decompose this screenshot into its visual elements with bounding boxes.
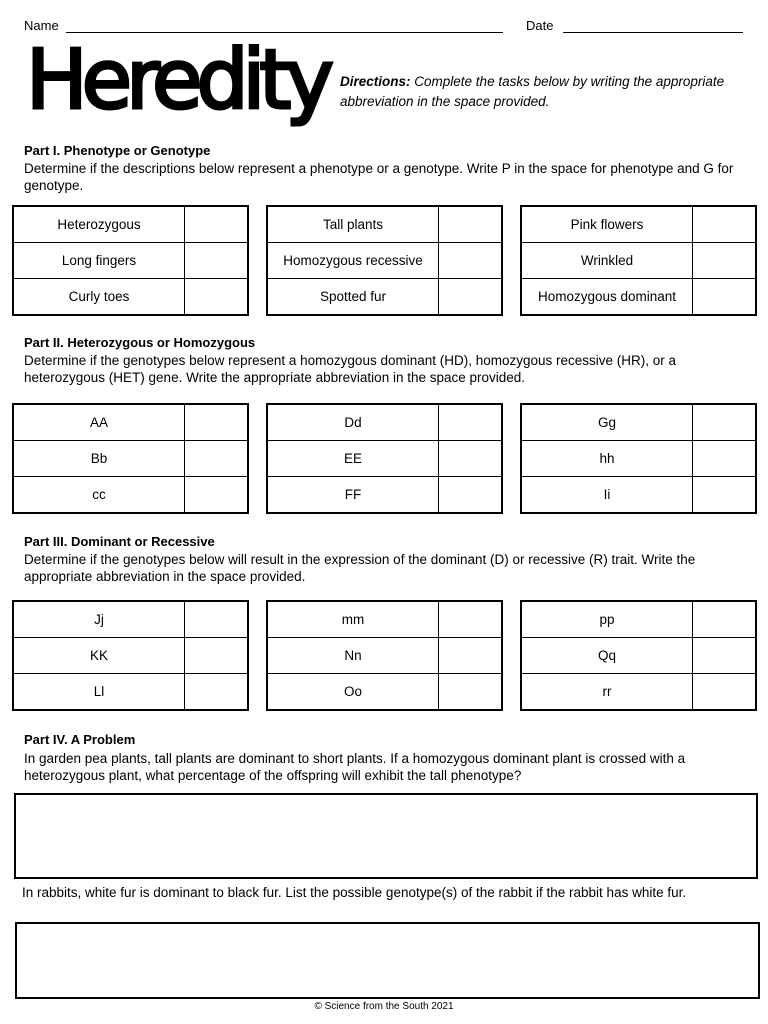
directions-label: Directions: <box>340 74 411 89</box>
table-row <box>13 477 248 514</box>
table-row <box>521 441 756 477</box>
table-row <box>521 279 756 316</box>
footer-copyright: © Science from the South 2021 <box>314 1001 454 1012</box>
item-label: Homozygous dominant <box>521 279 693 316</box>
table-row <box>13 243 248 279</box>
answer-cell[interactable] <box>693 477 757 514</box>
table-row <box>521 601 756 638</box>
answer-cell[interactable] <box>185 206 249 243</box>
table-row <box>267 601 502 638</box>
answer-cell[interactable] <box>439 674 503 711</box>
part1-table-3 <box>520 205 757 316</box>
answer-cell[interactable] <box>439 206 503 243</box>
part2-table-1 <box>12 403 249 514</box>
answer-cell[interactable] <box>439 279 503 316</box>
part2-table-3 <box>520 403 757 514</box>
date-field[interactable] <box>563 32 743 33</box>
answer-cell[interactable] <box>693 279 757 316</box>
part1-table-1 <box>12 205 249 316</box>
table-row <box>13 404 248 441</box>
table-row <box>13 601 248 638</box>
table-row <box>267 243 502 279</box>
answer-cell[interactable] <box>185 441 249 477</box>
table-row <box>13 279 248 316</box>
page-title: Heredity <box>26 33 328 128</box>
part2-instructions: Determine if the genotypes below represent a homozygous dominant (HD), homozygous recessive (HR), or a heterozygous (HET) gene. Write the appropriate abbreviation in the space provided. <box>24 353 677 385</box>
part3-table-1 <box>12 600 249 711</box>
directions <box>340 72 750 112</box>
answer-cell[interactable] <box>185 404 249 441</box>
part3-heading: Part III. Dominant or Recessive <box>24 534 215 549</box>
item-label: Dd <box>267 404 439 441</box>
directions-text: Complete the tasks below by writing the appropriate abbreviation in the space provided. <box>340 74 725 109</box>
table-row <box>521 404 756 441</box>
part2-table-2 <box>266 403 503 514</box>
item-label: Curly toes <box>13 279 185 316</box>
answer-box-1[interactable] <box>14 793 758 879</box>
part4-question2: In rabbits, white fur is dominant to black fur. List the possible genotype(s) of the rabbit if the rabbit has white fur. <box>22 885 687 900</box>
answer-cell[interactable] <box>693 638 757 674</box>
item-label: AA <box>13 404 185 441</box>
item-label: Pink flowers <box>521 206 693 243</box>
answer-cell[interactable] <box>693 206 757 243</box>
answer-cell[interactable] <box>439 601 503 638</box>
table-row <box>13 638 248 674</box>
item-label: Bb <box>13 441 185 477</box>
part1-instructions: Determine if the descriptions below represent a phenotype or a genotype. Write P in the space for phenotype and G for genotype. <box>24 161 734 193</box>
item-label: rr <box>521 674 693 711</box>
item-label: FF <box>267 477 439 514</box>
item-label: mm <box>267 601 439 638</box>
answer-cell[interactable] <box>693 601 757 638</box>
part3-table-3 <box>520 600 757 711</box>
part4-heading: Part IV. A Problem <box>24 732 136 747</box>
table-row <box>267 674 502 711</box>
item-label: Wrinkled <box>521 243 693 279</box>
answer-box-2[interactable] <box>15 922 760 999</box>
table-row <box>521 206 756 243</box>
date-label: Date <box>526 18 554 33</box>
answer-cell[interactable] <box>185 674 249 711</box>
table-row <box>267 404 502 441</box>
item-label: cc <box>13 477 185 514</box>
answer-cell[interactable] <box>439 404 503 441</box>
table-row <box>521 477 756 514</box>
table-row <box>521 674 756 711</box>
answer-cell[interactable] <box>185 243 249 279</box>
part3-instructions: Determine if the genotypes below will result in the expression of the dominant (D) or recessive (R) trait. Write the appropriate abbreviation in the space provided. <box>24 552 696 584</box>
item-label: Spotted fur <box>267 279 439 316</box>
answer-cell[interactable] <box>185 477 249 514</box>
part4-question1: In garden pea plants, tall plants are dominant to short plants. If a homozygous dominant plant is crossed with a heterozygous plant, what percentage of the offspring will exhibit the tall phenotype? <box>24 751 686 783</box>
item-label: Homozygous recessive <box>267 243 439 279</box>
item-label: hh <box>521 441 693 477</box>
table-row <box>267 279 502 316</box>
item-label: Gg <box>521 404 693 441</box>
answer-cell[interactable] <box>693 441 757 477</box>
name-label: Name <box>24 18 59 33</box>
item-label: KK <box>13 638 185 674</box>
answer-cell[interactable] <box>439 477 503 514</box>
answer-cell[interactable] <box>693 243 757 279</box>
part2-heading: Part II. Heterozygous or Homozygous <box>24 335 256 350</box>
item-label: Qq <box>521 638 693 674</box>
item-label: EE <box>267 441 439 477</box>
table-row <box>521 638 756 674</box>
item-label: Jj <box>13 601 185 638</box>
table-row <box>13 206 248 243</box>
table-row <box>13 674 248 711</box>
item-label: Ll <box>13 674 185 711</box>
answer-cell[interactable] <box>185 279 249 316</box>
table-row <box>13 441 248 477</box>
item-label: Nn <box>267 638 439 674</box>
item-label: Tall plants <box>267 206 439 243</box>
item-label: Oo <box>267 674 439 711</box>
part1-heading: Part I. Phenotype or Genotype <box>24 143 211 158</box>
table-row <box>267 477 502 514</box>
answer-cell[interactable] <box>439 441 503 477</box>
item-label: Heterozygous <box>13 206 185 243</box>
item-label: Ii <box>521 477 693 514</box>
part1-table-2 <box>266 205 503 316</box>
answer-cell[interactable] <box>185 638 249 674</box>
item-label: Long fingers <box>13 243 185 279</box>
answer-cell[interactable] <box>439 638 503 674</box>
answer-cell[interactable] <box>693 404 757 441</box>
item-label: pp <box>521 601 693 638</box>
table-row <box>267 206 502 243</box>
part3-table-2 <box>266 600 503 711</box>
table-row <box>267 441 502 477</box>
answer-cell[interactable] <box>185 601 249 638</box>
table-row <box>267 638 502 674</box>
answer-cell[interactable] <box>439 243 503 279</box>
table-row <box>521 243 756 279</box>
answer-cell[interactable] <box>693 674 757 711</box>
